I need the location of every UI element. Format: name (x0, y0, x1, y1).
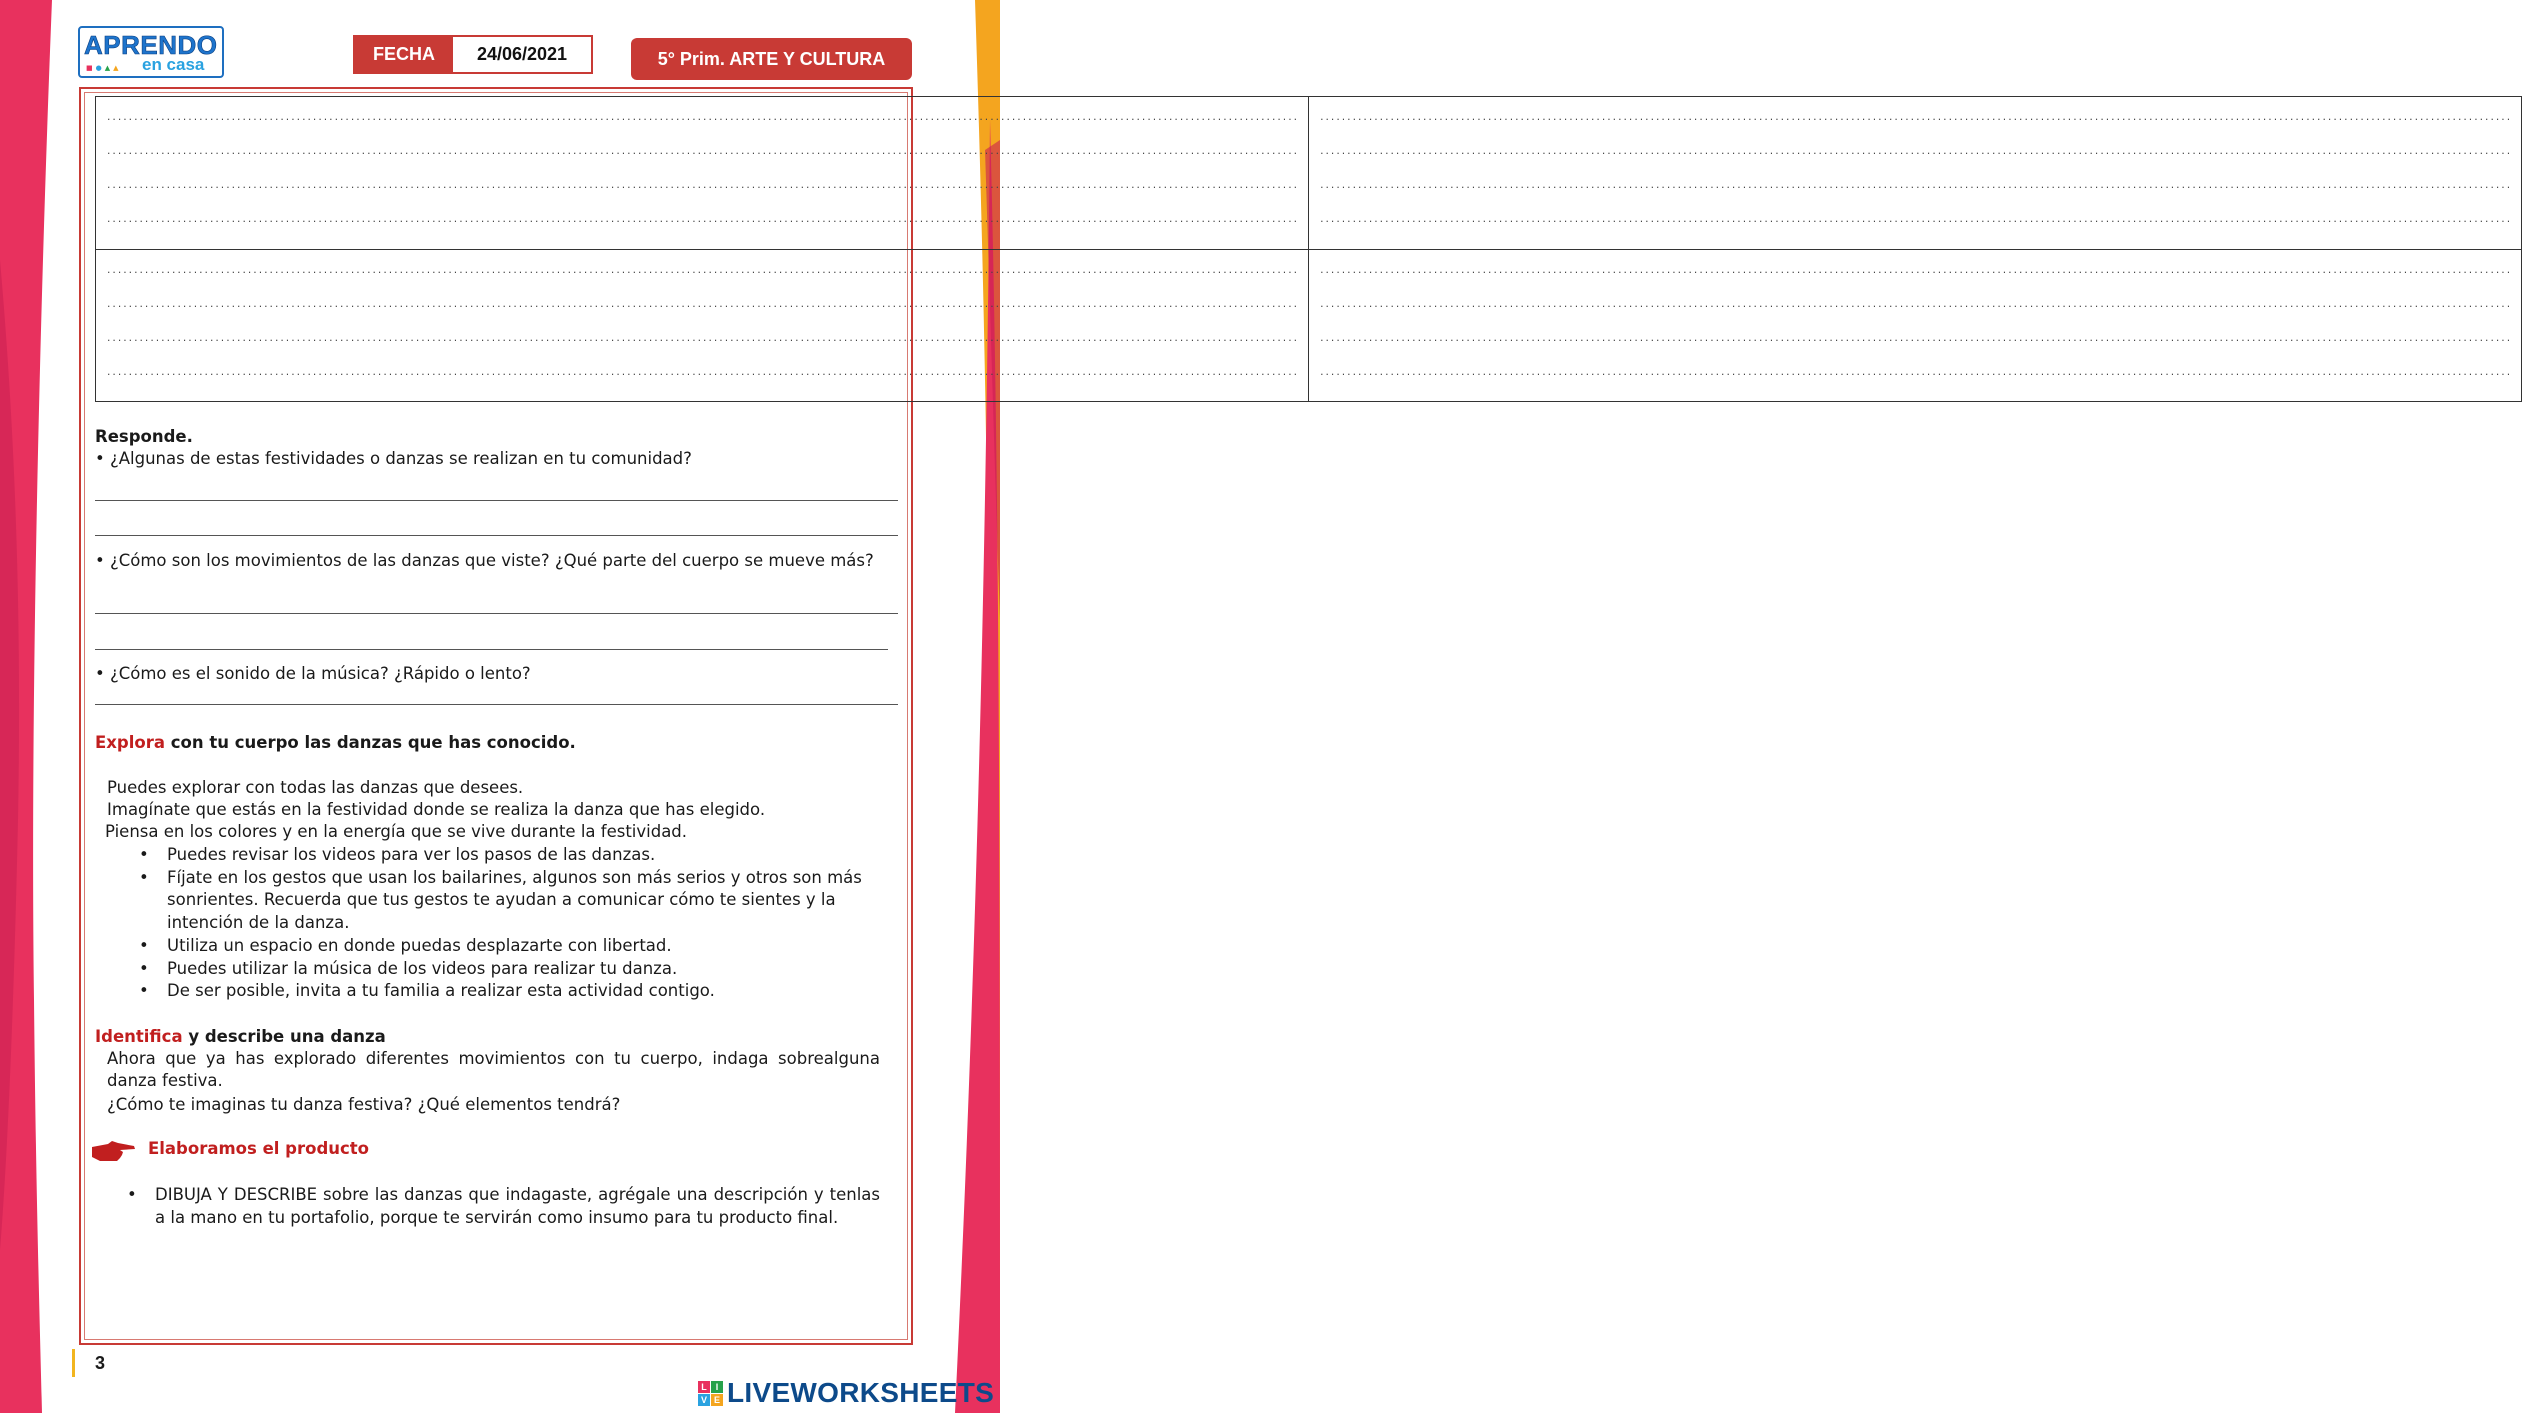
list-item: • Fíjate en los gestos que usan los bailarines, algunos son más serios y otros son más sonrientes. Recuerda que tus gestos te ayudan a comunicar cómo te sientes y la intención de la danza. (137, 867, 882, 935)
date-box (353, 35, 593, 74)
dotted-line: ............................................................................................................................................................................................................................ (1319, 113, 2512, 123)
identifica-paragraph-2: ¿Cómo te imaginas tu danza festiva? ¿Qué elementos tendrá? (107, 1095, 621, 1114)
explora-paragraph-2: Imagínate que estás en la festividad donde se realiza la danza que has elegido. (107, 800, 766, 819)
answer-grid-row (96, 249, 2522, 402)
dotted-line: ............................................................................................................................................................................................................................ (1319, 181, 2512, 191)
answer-line[interactable] (95, 649, 888, 650)
dotted-line: ............................................................................................................................................................................................................................ (106, 265, 1299, 276)
producto-heading: Elaboramos el producto (148, 1139, 370, 1158)
logo-shapes: ■●▲▲ (86, 64, 122, 72)
pointing-hand-icon (90, 1139, 136, 1165)
explora-heading-rest: con tu cuerpo las danzas que has conocido. (165, 733, 576, 752)
list-item: • Puedes utilizar la música de los videos para realizar tu danza. (137, 958, 882, 981)
date-value: 24/06/2021 (476, 44, 568, 64)
dotted-line: ............................................................................................................................................................................................................................ (106, 181, 1299, 191)
answer-line[interactable] (95, 613, 898, 614)
explora-paragraph-1: Puedes explorar con todas las danzas que desees. (107, 778, 524, 797)
identifica-keyword: Identifica (95, 1027, 183, 1046)
date-label: FECHA (355, 37, 453, 72)
answer-line[interactable] (95, 500, 898, 501)
responde-heading: Responde. (95, 427, 193, 446)
question-3: • ¿Cómo es el sonido de la música? ¿Rápido o lento? (95, 664, 531, 683)
explora-tips-list (137, 844, 882, 1003)
dotted-line: ............................................................................................................................................................................................................................ (106, 147, 1299, 157)
answer-line[interactable] (95, 535, 898, 536)
dotted-line: ............................................................................................................................................................................................................................ (1319, 367, 2512, 378)
explora-paragraph-3: Piensa en los colores y en la energía que se vive durante la festividad. (105, 822, 688, 841)
explora-heading (95, 732, 576, 754)
dotted-line: ............................................................................................................................................................................................................................ (1319, 333, 2512, 344)
liveworksheets-icon: L I V E (698, 1381, 723, 1406)
dotted-line: ............................................................................................................................................................................................................................ (106, 113, 1299, 123)
answer-cell[interactable] (1309, 249, 2522, 402)
dotted-line: ............................................................................................................................................................................................................................ (1319, 299, 2512, 310)
question-2: • ¿Cómo son los movimientos de las danzas que viste? ¿Qué parte del cuerpo se mueve más? (95, 551, 874, 570)
grade-subject-banner: 5° Prim. ARTE Y CULTURA (631, 38, 912, 80)
answer-grid-row (96, 97, 2522, 250)
logo-main-text: APRENDO (84, 30, 218, 60)
question-1: • ¿Algunas de estas festividades o danzas se realizan en tu comunidad? (95, 449, 692, 468)
answer-line[interactable] (95, 704, 898, 705)
list-item: • DIBUJA Y DESCRIBE sobre las danzas que indagaste, agrégale una descripción y tenlas a la mano en tu portafolio, porque te servirán como insumo para tu producto final. (125, 1184, 880, 1229)
logo-sub-text: en casa (142, 55, 205, 74)
liveworksheets-brand (698, 1377, 994, 1409)
dotted-line: ............................................................................................................................................................................................................................ (1319, 265, 2512, 276)
answer-cell[interactable] (1309, 97, 2522, 250)
list-item: • Puedes revisar los videos para ver los pasos de las danzas. (137, 844, 882, 867)
dotted-line: ............................................................................................................................................................................................................................ (1319, 215, 2512, 225)
identifica-heading (95, 1026, 386, 1048)
answer-grid (95, 96, 2522, 402)
liveworksheets-wordmark: LIVEWORKSHEETS (727, 1377, 995, 1408)
explora-keyword: Explora (95, 733, 165, 752)
list-item: • Utiliza un espacio en donde puedas desplazarte con libertad. (137, 935, 882, 958)
answer-cell[interactable] (96, 249, 1309, 402)
aprendo-en-casa-logo (78, 26, 224, 78)
dotted-line: ............................................................................................................................................................................................................................ (106, 333, 1299, 344)
identifica-heading-rest: y describe una danza (182, 1027, 386, 1046)
list-item: • De ser posible, invita a tu familia a realizar esta actividad contigo. (137, 980, 882, 1003)
page-number: 3 (72, 1349, 105, 1377)
answer-cell[interactable] (96, 97, 1309, 250)
dotted-line: ............................................................................................................................................................................................................................ (1319, 147, 2512, 157)
dotted-line: ............................................................................................................................................................................................................................ (106, 299, 1299, 310)
dotted-line: ............................................................................................................................................................................................................................ (106, 367, 1299, 378)
producto-list (125, 1184, 880, 1229)
dotted-line: ............................................................................................................................................................................................................................ (106, 215, 1299, 225)
identifica-paragraph-1: Ahora que ya has explorado diferentes movimientos con tu cuerpo, indaga sobrealguna danza festiva. (107, 1049, 880, 1090)
